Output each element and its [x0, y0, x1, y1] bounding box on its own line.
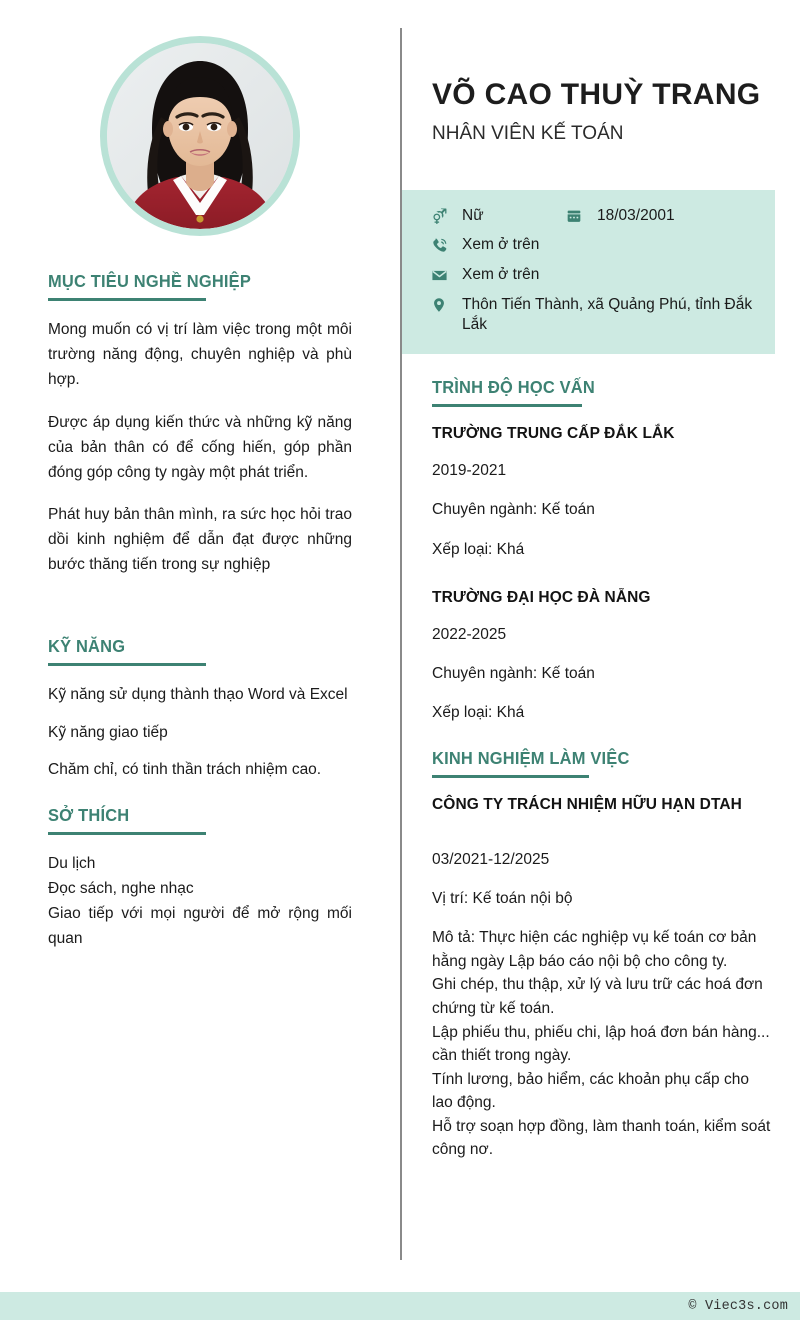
left-column: [0, 0, 400, 1260]
footer-credit: © Viec3s.com: [688, 1298, 788, 1314]
description-line: Lập phiếu thu, phiếu chi, lập hoá đơn bán hàng... cần thiết trong ngày.: [432, 1023, 770, 1065]
experience-description: [432, 926, 772, 1161]
job-title: NHÂN VIÊN KẾ TOÁN: [432, 123, 624, 144]
education-entry: [432, 425, 772, 561]
portrait-photo: [107, 43, 293, 229]
contact-phone: [430, 235, 539, 256]
avatar: [100, 36, 300, 236]
education-school: TRƯỜNG ĐẠI HỌC ĐÀ NẴNG: [432, 588, 651, 606]
location-pin-icon: [430, 295, 448, 315]
envelope-icon: [430, 265, 448, 285]
contact-panel: [402, 190, 775, 354]
skills-section: [48, 637, 352, 782]
objective-paragraph: Mong muốn có vị trí làm việc trong một môi trường năng động, chuyên nghiệp và phù hợp.: [48, 321, 352, 389]
hobbies-heading: SỞ THÍCH: [48, 804, 130, 825]
experience-section: [432, 749, 772, 1162]
experience-heading: KINH NGHIỆM LÀM VIỆC: [432, 747, 630, 768]
calendar-icon: [565, 206, 583, 226]
education-heading: TRÌNH ĐỘ HỌC VẤN: [432, 376, 595, 397]
experience-company: CÔNG TY TRÁCH NHIỆM HỮU HẠN DTAH: [432, 795, 742, 813]
education-section: [432, 378, 772, 725]
right-column: [402, 0, 800, 1260]
education-grade: Xếp loại: Khá: [432, 540, 525, 558]
education-rule: [432, 404, 582, 407]
contact-gender: [430, 206, 565, 227]
list-item: Chăm chỉ, có tinh thần trách nhiệm cao.: [48, 760, 322, 778]
objective-paragraph: Phát huy bản thân mình, ra sức học hỏi trao dồi kinh nghiệm để dẫn đạt được những bước thăng tiến trong sự nghiệp: [48, 505, 352, 574]
experience-period: 03/2021-12/2025: [432, 850, 550, 868]
education-major: Chuyên ngành: Kế toán: [432, 665, 595, 683]
contact-phone-value: Xem ở trên: [462, 236, 540, 254]
list-item: Kỹ năng sử dụng thành thạo Word và Excel: [48, 686, 348, 704]
hobbies-section: [48, 806, 352, 952]
list-item: Giao tiếp với mọi người để mở rộng mối quan: [48, 905, 352, 948]
footer-bar: [0, 1292, 800, 1320]
list-item: Du lịch: [48, 855, 96, 873]
objective-rule: [48, 298, 206, 301]
list-item: Đọc sách, nghe nhạc: [48, 880, 194, 898]
right-body: [402, 378, 800, 1162]
contact-address-value: Thôn Tiến Thành, xã Quảng Phú, tỉnh Đắk Lắk: [462, 295, 753, 334]
hobbies-rule: [48, 832, 206, 835]
contact-birthdate: [565, 206, 675, 227]
contact-birthdate-value: 18/03/2001: [597, 206, 675, 224]
skills-rule: [48, 663, 206, 666]
skills-heading: KỸ NĂNG: [48, 636, 126, 657]
contact-row: [430, 206, 775, 227]
contact-email: [430, 265, 539, 286]
contact-gender-value: Nữ: [462, 206, 484, 224]
education-major: Chuyên ngành: Kế toán: [432, 501, 595, 519]
contact-row: [430, 265, 775, 286]
objective-section: [48, 272, 352, 577]
education-entry: [432, 589, 772, 725]
education-grade: Xếp loại: Khá: [432, 704, 525, 722]
page-title: VÕ CAO THUỲ TRANG: [432, 78, 761, 111]
education-years: 2022-2025: [432, 625, 507, 643]
gender-icon: [430, 206, 448, 226]
objective-heading: MỤC TIÊU NGHỀ NGHIỆP: [48, 271, 252, 291]
experience-position: Vị trí: Kế toán nội bộ: [432, 890, 573, 908]
education-school: TRƯỜNG TRUNG CẤP ĐẮK LẮK: [432, 425, 675, 443]
objective-paragraph: Được áp dụng kiến thức và những kỹ năng của bản thân có để cống hiến, góp phần đóng góp công ty ngày một phát triển.: [48, 413, 352, 481]
experience-rule: [432, 775, 589, 778]
list-item: Kỹ năng giao tiếp: [48, 723, 168, 741]
contact-email-value: Xem ở trên: [462, 266, 540, 284]
phone-icon: [430, 235, 448, 255]
contact-address: [430, 295, 775, 336]
name-block: [402, 0, 800, 146]
description-line: Mô tả: Thực hiện các nghiệp vụ kế toán cơ bản hằng ngày Lập báo cáo nội bộ cho công ty.: [432, 929, 757, 970]
contact-row: [430, 235, 775, 256]
description-line: Tính lương, bảo hiểm, các khoản phụ cấp cho lao động.: [432, 1070, 749, 1112]
description-line: Ghi chép, thu thập, xử lý và lưu trữ các hoá đơn chứng từ kế toán.: [432, 976, 763, 1017]
education-years: 2019-2021: [432, 462, 507, 480]
contact-row: [430, 295, 775, 336]
description-line: Hỗ trợ soạn hợp đồng, làm thanh toán, kiểm soát công nơ.: [432, 1117, 771, 1159]
